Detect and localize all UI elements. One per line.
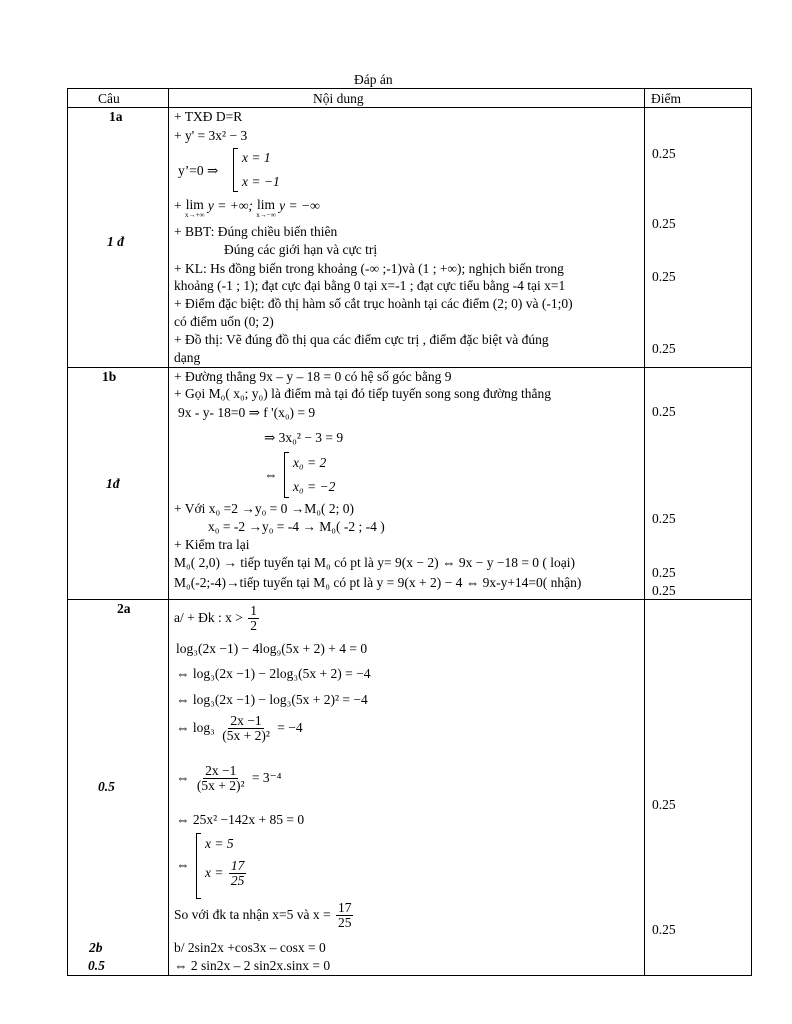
q1b-label: 1b	[102, 369, 117, 384]
q1a-line9: + Điểm đặc biệt: đồ thị hàm số cắt trục hoành tại các điểm (2; 0) và (-1;0)	[174, 296, 573, 311]
fraction-half: $\frac{1}{2}$	[250, 603, 257, 634]
q1a-line5: + BBT: Đúng chiều biến thiên	[174, 224, 338, 239]
row-divider-1	[67, 367, 752, 368]
q1a-points-1: 0.25	[652, 146, 676, 161]
q1b-system	[284, 452, 364, 498]
system-row-1: x₀ = 2	[293, 455, 327, 470]
q1b-line7: x₀ = -2 →y₀ = -4 → M₀( -2 ; -4 )	[208, 519, 385, 534]
q2b-score: 0.5	[88, 958, 105, 973]
limit-minus-inf: lim x→−∞	[256, 197, 276, 219]
q1a-line7: + KL: Hs đồng biến trong khoảng (-∞ ;-1)và (1 ; +∞); nghịch biến trong	[174, 261, 564, 276]
system-row-2: x = $\frac{17}{25}$	[205, 858, 245, 889]
col-divider-1	[168, 88, 169, 976]
q1a-line12: dạng	[174, 350, 201, 365]
table-border-left	[67, 88, 68, 976]
q1b-points-3: 0.25	[652, 565, 676, 580]
col-divider-2	[644, 88, 645, 976]
q1b-line6: + Với x₀ =2 →y₀ = 0 →M₀( 2; 0)	[174, 501, 354, 516]
q1a-points-2: 0.25	[652, 216, 676, 231]
header-cau: Câu	[98, 91, 120, 106]
q1a-label: 1a	[109, 109, 123, 124]
row-divider-2	[67, 599, 752, 600]
q2a-line2: log₃(2x −1) − 4log₉(5x + 2) + 4 = 0	[176, 641, 368, 656]
q2a-line4: ⇔ log₃(2x −1) − log₃(5x + 2)² = −4	[176, 692, 368, 707]
q1a-line3-pre: y’=0 ⇒	[178, 163, 219, 178]
fraction-solution: $\frac{17}{25}$	[337, 900, 352, 931]
q2a-label: 2a	[117, 601, 131, 616]
system-row-2: x₀ = −2	[293, 479, 336, 494]
q2a-line1: a/ + Đk : x > $\frac{1}{2}$	[174, 603, 257, 634]
q1b-points-1: 0.25	[652, 404, 676, 419]
q1b-line5-pre: ⇔	[264, 467, 278, 482]
q2a-line7: ⇔ 25x² −142x + 85 = 0	[176, 812, 305, 827]
fraction-log-arg: $\frac{2x -1}{\text{(5x + 2)²}}$	[222, 713, 270, 744]
q1b-line2: + Gọi M₀( x₀; y₀) là điểm mà tại đó tiếp tuyến song song đường thẳng	[174, 386, 552, 401]
q1a-line6: Đúng các giới hạn và cực trị	[224, 242, 378, 257]
q1b-score: 1đ	[106, 476, 120, 491]
q2b-line2: ⇔ 2 sin2x – 2 sin2x.sinx = 0	[174, 958, 331, 973]
q1b-line1: + Đường thẳng 9x – y – 18 = 0 có hệ số góc bằng 9	[174, 369, 452, 384]
q1a-line2: + y' = 3x² − 3	[174, 128, 248, 143]
q2a-points-2: 0.25	[652, 922, 676, 937]
system-row-1: x = 1	[242, 150, 271, 165]
q2a-line3: ⇔ log₃(2x −1) − 2log₃(5x + 2) = −4	[176, 666, 371, 681]
q2a-score: 0.5	[98, 779, 115, 794]
limit-plus-inf: lim x→+∞	[185, 197, 205, 219]
q2b-label: 2b	[89, 940, 103, 955]
q2b-line1: b/ 2sin2x +cos3x – cosx = 0	[174, 940, 326, 955]
q2a-line6: ⇔ $\frac{2x -1}{\text{(5x + 2)²}}$ = 3⁻⁴	[176, 763, 282, 794]
q2a-line8-pre: ⇔	[176, 857, 190, 872]
q1b-line4: ⇒ 3x₀² − 3 = 9	[264, 430, 344, 445]
page-title: Đáp án	[354, 72, 393, 87]
bracket	[284, 452, 289, 498]
q1a-points-3: 0.25	[652, 269, 676, 284]
q2a-points-1: 0.25	[652, 797, 676, 812]
q1a-line1: + TXĐ D=R	[174, 109, 243, 124]
q1b-line8: + Kiểm tra lại	[174, 537, 250, 552]
q1a-line11: + Đồ thị: Vẽ đúng đồ thị qua các điểm cực trị , điểm đặc biệt và đúng	[174, 332, 549, 347]
bracket	[233, 148, 238, 192]
table-border-bottom	[67, 975, 752, 976]
q2a-line9: So với đk ta nhận x=5 và x = $\frac{17}{25}$	[174, 900, 352, 931]
fraction-eq: $\frac{2x -1}{\text{(5x + 2)²}}$	[196, 763, 245, 794]
q1b-points-2: 0.25	[652, 511, 676, 526]
q2a-line5: ⇔ log₃ $\frac{2x -1}{\text{(5x + 2)²}}$ = −4	[176, 713, 303, 744]
bracket	[196, 833, 201, 899]
q1a-system	[233, 148, 293, 192]
q1a-line4: + lim x→+∞ y = +∞; lim x→−∞ y = −∞	[174, 197, 320, 219]
q1b-line3: 9x - y- 18=0 ⇒ f '(x₀) = 9	[178, 405, 316, 420]
table-border-right	[751, 88, 752, 976]
system-row-2: x = −1	[242, 174, 280, 189]
q1b-points-4: 0.25	[652, 583, 676, 598]
fraction-root: $\frac{17}{25}$	[230, 858, 245, 889]
q1b-line9: M₀( 2,0) → tiếp tuyến tại M₀ có pt là y= 9(x − 2) ⇔ 9x − y −18 = 0 ( loại)	[174, 555, 576, 570]
header-noidung: Nội dung	[313, 91, 364, 106]
table-border-top	[67, 88, 752, 89]
q1a-line8: khoảng (-1 ; 1); đạt cực đại bằng 0 tại x=-1 ; đạt cực tiểu bằng -4 tại x=1	[174, 278, 566, 293]
q2a-system	[196, 833, 276, 899]
header-diem: Điểm	[651, 91, 681, 106]
q1a-score: 1 đ	[107, 234, 124, 249]
q1a-line10: có điểm uốn (0; 2)	[174, 314, 274, 329]
system-row-1: x = 5	[205, 836, 234, 851]
table-header-divider	[67, 107, 752, 108]
q1b-line10: M₀(-2;-4)→tiếp tuyến tại M₀ có pt là y = 9(x + 2) − 4 ⇔ 9x-y+14=0( nhận)	[174, 575, 582, 590]
q1a-points-4: 0.25	[652, 341, 676, 356]
